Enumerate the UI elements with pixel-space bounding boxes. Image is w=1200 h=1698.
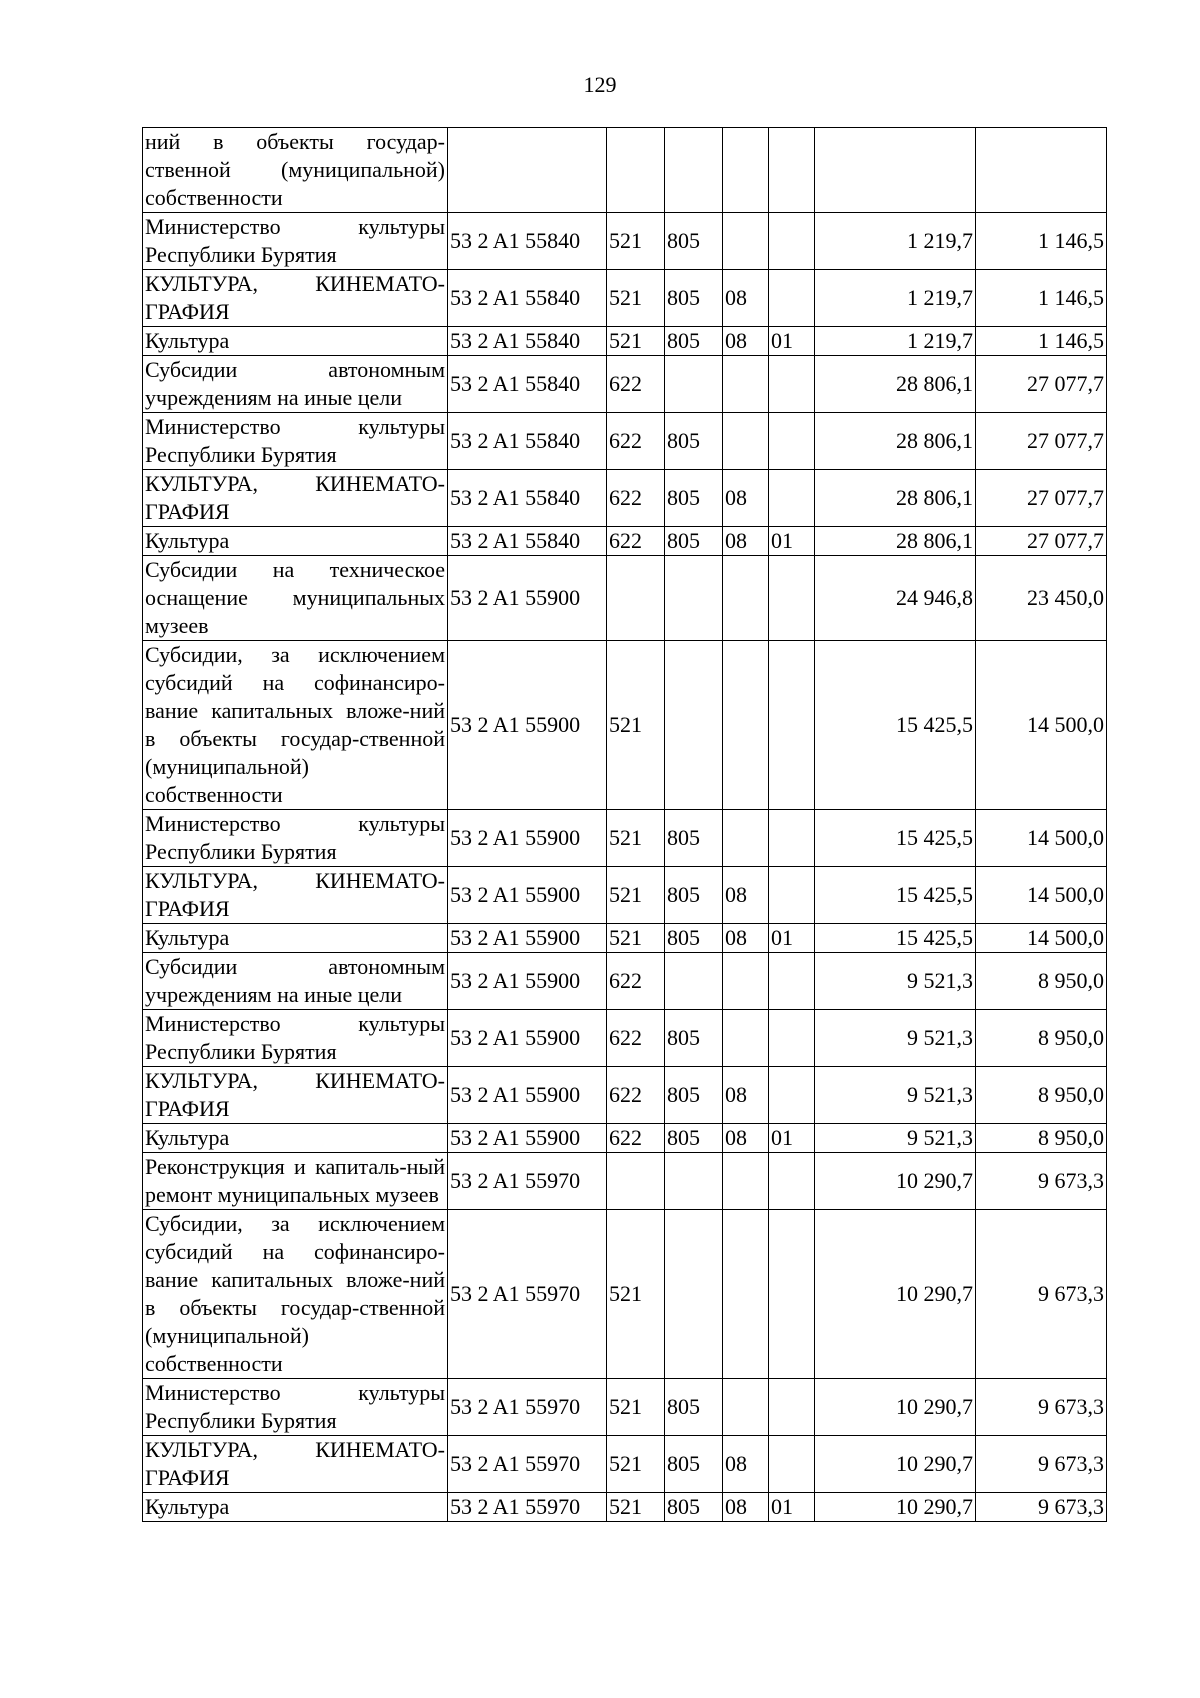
amount-cell-2: 8 950,0	[976, 953, 1107, 1010]
amount-cell-1: 9 521,3	[815, 953, 976, 1010]
section-cell: 08	[723, 1436, 769, 1493]
department-cell: 805	[665, 527, 723, 556]
table-row	[143, 327, 1107, 356]
subsection-cell	[769, 1379, 815, 1436]
name-cell: Культура	[143, 1493, 448, 1522]
table-row	[143, 413, 1107, 470]
expense-type-cell: 521	[607, 1493, 665, 1522]
department-cell: 805	[665, 470, 723, 527]
department-cell: 805	[665, 413, 723, 470]
section-cell	[723, 356, 769, 413]
target-article-cell: 53 2 A1 55900	[448, 556, 607, 641]
section-cell: 08	[723, 867, 769, 924]
section-cell	[723, 953, 769, 1010]
expense-type-cell	[607, 128, 665, 213]
subsection-cell	[769, 556, 815, 641]
target-article-cell: 53 2 A1 55970	[448, 1436, 607, 1493]
target-article-cell: 53 2 A1 55900	[448, 867, 607, 924]
table-row	[143, 1210, 1107, 1379]
name-cell: Культура	[143, 1124, 448, 1153]
subsection-cell	[769, 641, 815, 810]
expense-type-cell: 622	[607, 413, 665, 470]
amount-cell-1: 15 425,5	[815, 641, 976, 810]
amount-cell-2: 27 077,7	[976, 527, 1107, 556]
name-cell: КУЛЬТУРА, КИНЕМАТО-ГРАФИЯ	[143, 270, 448, 327]
department-cell: 805	[665, 1436, 723, 1493]
table-row	[143, 1067, 1107, 1124]
table-row	[143, 556, 1107, 641]
amount-cell-2: 1 146,5	[976, 213, 1107, 270]
expense-type-cell: 521	[607, 867, 665, 924]
amount-cell-1: 9 521,3	[815, 1124, 976, 1153]
target-article-cell: 53 2 A1 55900	[448, 641, 607, 810]
department-cell: 805	[665, 270, 723, 327]
section-cell: 08	[723, 1124, 769, 1153]
amount-cell-2: 8 950,0	[976, 1010, 1107, 1067]
section-cell	[723, 213, 769, 270]
department-cell: 805	[665, 213, 723, 270]
target-article-cell: 53 2 A1 55900	[448, 810, 607, 867]
subsection-cell: 01	[769, 327, 815, 356]
target-article-cell: 53 2 A1 55840	[448, 413, 607, 470]
target-article-cell	[448, 128, 607, 213]
target-article-cell: 53 2 A1 55970	[448, 1379, 607, 1436]
department-cell	[665, 1210, 723, 1379]
department-cell	[665, 128, 723, 213]
name-cell: Субсидии, за исключением субсидий на софинансиро-вание капитальных вложе-ний в объекты государ-ственной (муниципальной) собственности	[143, 641, 448, 810]
amount-cell-1: 28 806,1	[815, 413, 976, 470]
target-article-cell: 53 2 A1 55840	[448, 270, 607, 327]
table-row	[143, 1010, 1107, 1067]
department-cell	[665, 641, 723, 810]
target-article-cell: 53 2 A1 55840	[448, 356, 607, 413]
table-row	[143, 1124, 1107, 1153]
table-row	[143, 1436, 1107, 1493]
amount-cell-1: 10 290,7	[815, 1436, 976, 1493]
target-article-cell: 53 2 A1 55840	[448, 213, 607, 270]
subsection-cell	[769, 213, 815, 270]
amount-cell-1: 15 425,5	[815, 810, 976, 867]
subsection-cell	[769, 1010, 815, 1067]
department-cell: 805	[665, 1493, 723, 1522]
target-article-cell: 53 2 A1 55970	[448, 1210, 607, 1379]
amount-cell-1: 1 219,7	[815, 213, 976, 270]
expense-type-cell: 622	[607, 527, 665, 556]
table-row	[143, 641, 1107, 810]
section-cell: 08	[723, 270, 769, 327]
name-cell: Министерство культуры Республики Бурятия	[143, 1010, 448, 1067]
target-article-cell: 53 2 A1 55900	[448, 953, 607, 1010]
name-cell: Культура	[143, 924, 448, 953]
table-row	[143, 527, 1107, 556]
section-cell: 08	[723, 1067, 769, 1124]
section-cell	[723, 1379, 769, 1436]
expense-type-cell: 622	[607, 953, 665, 1010]
expense-type-cell: 521	[607, 924, 665, 953]
amount-cell-2: 9 673,3	[976, 1210, 1107, 1379]
amount-cell-1: 10 290,7	[815, 1153, 976, 1210]
amount-cell-2: 23 450,0	[976, 556, 1107, 641]
subsection-cell	[769, 1436, 815, 1493]
name-cell: ний в объекты государ-ственной (муниципальной) собственности	[143, 128, 448, 213]
expense-type-cell: 521	[607, 1379, 665, 1436]
department-cell: 805	[665, 1010, 723, 1067]
subsection-cell	[769, 953, 815, 1010]
amount-cell-2: 14 500,0	[976, 810, 1107, 867]
department-cell	[665, 1153, 723, 1210]
name-cell: Министерство культуры Республики Бурятия	[143, 413, 448, 470]
subsection-cell: 01	[769, 1493, 815, 1522]
section-cell	[723, 1153, 769, 1210]
table-row	[143, 1153, 1107, 1210]
expense-type-cell: 622	[607, 470, 665, 527]
expense-type-cell: 521	[607, 810, 665, 867]
section-cell	[723, 1010, 769, 1067]
name-cell: КУЛЬТУРА, КИНЕМАТО-ГРАФИЯ	[143, 1067, 448, 1124]
amount-cell-1: 9 521,3	[815, 1067, 976, 1124]
department-cell: 805	[665, 867, 723, 924]
name-cell: Министерство культуры Республики Бурятия	[143, 213, 448, 270]
amount-cell-1: 1 219,7	[815, 327, 976, 356]
department-cell: 805	[665, 810, 723, 867]
department-cell: 805	[665, 327, 723, 356]
subsection-cell: 01	[769, 527, 815, 556]
amount-cell-1: 28 806,1	[815, 470, 976, 527]
amount-cell-1: 10 290,7	[815, 1493, 976, 1522]
expense-type-cell: 622	[607, 356, 665, 413]
table-row	[143, 356, 1107, 413]
target-article-cell: 53 2 A1 55840	[448, 527, 607, 556]
expense-type-cell: 521	[607, 1436, 665, 1493]
budget-table	[142, 127, 1107, 1522]
expense-type-cell: 521	[607, 213, 665, 270]
amount-cell-1: 15 425,5	[815, 867, 976, 924]
amount-cell-2: 9 673,3	[976, 1493, 1107, 1522]
subsection-cell: 01	[769, 924, 815, 953]
target-article-cell: 53 2 A1 55900	[448, 1010, 607, 1067]
expense-type-cell	[607, 556, 665, 641]
name-cell: КУЛЬТУРА, КИНЕМАТО-ГРАФИЯ	[143, 867, 448, 924]
table-row	[143, 128, 1107, 213]
expense-type-cell: 622	[607, 1124, 665, 1153]
section-cell	[723, 641, 769, 810]
amount-cell-2: 27 077,7	[976, 470, 1107, 527]
subsection-cell	[769, 1210, 815, 1379]
target-article-cell: 53 2 A1 55840	[448, 470, 607, 527]
subsection-cell	[769, 128, 815, 213]
expense-type-cell: 521	[607, 327, 665, 356]
amount-cell-1: 28 806,1	[815, 527, 976, 556]
name-cell: Субсидии на техническое оснащение муниципальных музеев	[143, 556, 448, 641]
section-cell	[723, 413, 769, 470]
amount-cell-2: 27 077,7	[976, 356, 1107, 413]
name-cell: КУЛЬТУРА, КИНЕМАТО-ГРАФИЯ	[143, 470, 448, 527]
subsection-cell	[769, 1153, 815, 1210]
target-article-cell: 53 2 A1 55970	[448, 1493, 607, 1522]
subsection-cell	[769, 1067, 815, 1124]
amount-cell-2: 8 950,0	[976, 1067, 1107, 1124]
amount-cell-2: 9 673,3	[976, 1436, 1107, 1493]
amount-cell-1: 10 290,7	[815, 1210, 976, 1379]
amount-cell-2: 14 500,0	[976, 641, 1107, 810]
name-cell: Министерство культуры Республики Бурятия	[143, 1379, 448, 1436]
amount-cell-2: 27 077,7	[976, 413, 1107, 470]
amount-cell-1: 24 946,8	[815, 556, 976, 641]
amount-cell-2	[976, 128, 1107, 213]
amount-cell-1: 9 521,3	[815, 1010, 976, 1067]
table-row	[143, 924, 1107, 953]
expense-type-cell: 521	[607, 270, 665, 327]
target-article-cell: 53 2 A1 55900	[448, 1067, 607, 1124]
table-row	[143, 953, 1107, 1010]
section-cell	[723, 556, 769, 641]
budget-table-body	[143, 128, 1107, 1522]
section-cell: 08	[723, 924, 769, 953]
subsection-cell	[769, 470, 815, 527]
table-row	[143, 270, 1107, 327]
expense-type-cell: 521	[607, 1210, 665, 1379]
table-row	[143, 867, 1107, 924]
name-cell: Министерство культуры Республики Бурятия	[143, 810, 448, 867]
target-article-cell: 53 2 A1 55900	[448, 1124, 607, 1153]
department-cell: 805	[665, 924, 723, 953]
name-cell: Субсидии, за исключением субсидий на софинансиро-вание капитальных вложе-ний в объекты государ-ственной (муниципальной) собственности	[143, 1210, 448, 1379]
name-cell: Субсидии автономным учреждениям на иные цели	[143, 953, 448, 1010]
department-cell	[665, 356, 723, 413]
subsection-cell: 01	[769, 1124, 815, 1153]
table-row	[143, 810, 1107, 867]
table-row	[143, 1379, 1107, 1436]
amount-cell-1: 1 219,7	[815, 270, 976, 327]
table-row	[143, 213, 1107, 270]
expense-type-cell: 622	[607, 1010, 665, 1067]
target-article-cell: 53 2 A1 55900	[448, 924, 607, 953]
expense-type-cell	[607, 1153, 665, 1210]
section-cell	[723, 1210, 769, 1379]
section-cell	[723, 128, 769, 213]
subsection-cell	[769, 413, 815, 470]
department-cell: 805	[665, 1124, 723, 1153]
section-cell: 08	[723, 1493, 769, 1522]
subsection-cell	[769, 810, 815, 867]
amount-cell-2: 9 673,3	[976, 1379, 1107, 1436]
section-cell: 08	[723, 470, 769, 527]
amount-cell-2: 14 500,0	[976, 867, 1107, 924]
expense-type-cell: 622	[607, 1067, 665, 1124]
department-cell: 805	[665, 1379, 723, 1436]
amount-cell-2: 14 500,0	[976, 924, 1107, 953]
page-number: 129	[583, 72, 617, 97]
expense-type-cell: 521	[607, 641, 665, 810]
subsection-cell	[769, 356, 815, 413]
amount-cell-2: 9 673,3	[976, 1153, 1107, 1210]
amount-cell-1: 15 425,5	[815, 924, 976, 953]
section-cell: 08	[723, 527, 769, 556]
amount-cell-1: 28 806,1	[815, 356, 976, 413]
amount-cell-2: 1 146,5	[976, 270, 1107, 327]
amount-cell-2: 1 146,5	[976, 327, 1107, 356]
amount-cell-2: 8 950,0	[976, 1124, 1107, 1153]
name-cell: КУЛЬТУРА, КИНЕМАТО-ГРАФИЯ	[143, 1436, 448, 1493]
table-row	[143, 1493, 1107, 1522]
name-cell: Реконструкция и капиталь-ный ремонт муниципальных музеев	[143, 1153, 448, 1210]
target-article-cell: 53 2 A1 55840	[448, 327, 607, 356]
department-cell	[665, 953, 723, 1010]
subsection-cell	[769, 867, 815, 924]
subsection-cell	[769, 270, 815, 327]
department-cell	[665, 556, 723, 641]
amount-cell-1: 10 290,7	[815, 1379, 976, 1436]
name-cell: Культура	[143, 527, 448, 556]
table-row	[143, 470, 1107, 527]
section-cell	[723, 810, 769, 867]
amount-cell-1	[815, 128, 976, 213]
name-cell: Культура	[143, 327, 448, 356]
target-article-cell: 53 2 A1 55970	[448, 1153, 607, 1210]
department-cell: 805	[665, 1067, 723, 1124]
section-cell: 08	[723, 327, 769, 356]
name-cell: Субсидии автономным учреждениям на иные цели	[143, 356, 448, 413]
